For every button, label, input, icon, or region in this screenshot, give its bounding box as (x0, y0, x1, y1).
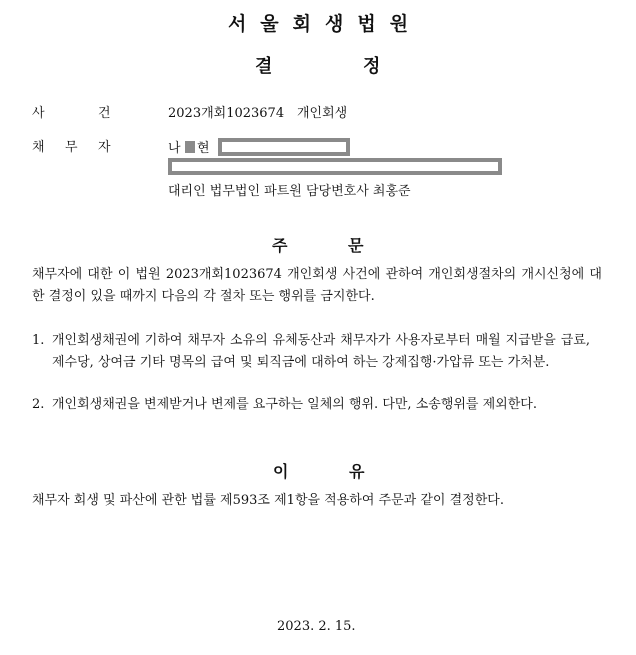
court-name: 서울회생법원 (227, 13, 423, 35)
reason-heading-part1: 이 (273, 462, 289, 481)
order-item-2 (32, 394, 590, 416)
case-type: 개인회생 (297, 106, 348, 121)
reason-text: 채무자 회생 및 파산에 관한 법률 제593조 제1항을 적용하여 주문과 같이 결정한다. (32, 493, 504, 508)
debtor-name-last: 현 (197, 141, 210, 156)
debtor-label-2: 무 (65, 140, 80, 155)
case-label-2: 건 (98, 106, 113, 121)
redaction-debtor-address (168, 158, 502, 175)
debtor-label-1: 채 (32, 140, 47, 155)
order-heading-part2: 문 (348, 236, 364, 255)
case-number: 2023개회1023674 (168, 106, 285, 121)
decision-title-part1: 결 (255, 56, 273, 77)
order-heading-part1: 주 (272, 236, 288, 255)
order-item-text: 개인회생채권에 기하여 채무자 소유의 유체동산과 채무자가 사용자로부터 매월 지급받을 급료, 제수당, 상여금 기타 명목의 급여 및 퇴직금에 대하여 하는 강제집행·가압류 또는 가처분. (52, 333, 590, 370)
decision-title-part2: 정 (363, 56, 381, 77)
order-item-number: 1. (32, 333, 45, 348)
order-item-text: 개인회생채권을 변제받거나 변제를 요구하는 일체의 행위. 다만, 소송행위를 제외한다. (52, 397, 537, 412)
reason-heading-part2: 유 (349, 462, 365, 481)
redaction-name-middle (185, 141, 195, 153)
decision-date: 2023. 2. 15. (277, 619, 356, 634)
debtor-name-first: 나 (168, 141, 181, 156)
order-intro: 채무자에 대한 이 법원 2023개회1023674 개인회생 사건에 관하여 개인회생절차의 개시신청에 대한 결정이 있을 때까지 다음의 각 절차 또는 행위를 금지한다. (32, 267, 602, 304)
order-item-number: 2. (32, 397, 45, 412)
redaction-debtor-id (218, 138, 350, 156)
representative: 대리인 법무법인 파트원 담당변호사 최홍준 (168, 184, 411, 199)
debtor-label-3: 자 (98, 140, 113, 155)
order-item-1 (32, 330, 590, 373)
case-label-1: 사 (32, 106, 47, 121)
